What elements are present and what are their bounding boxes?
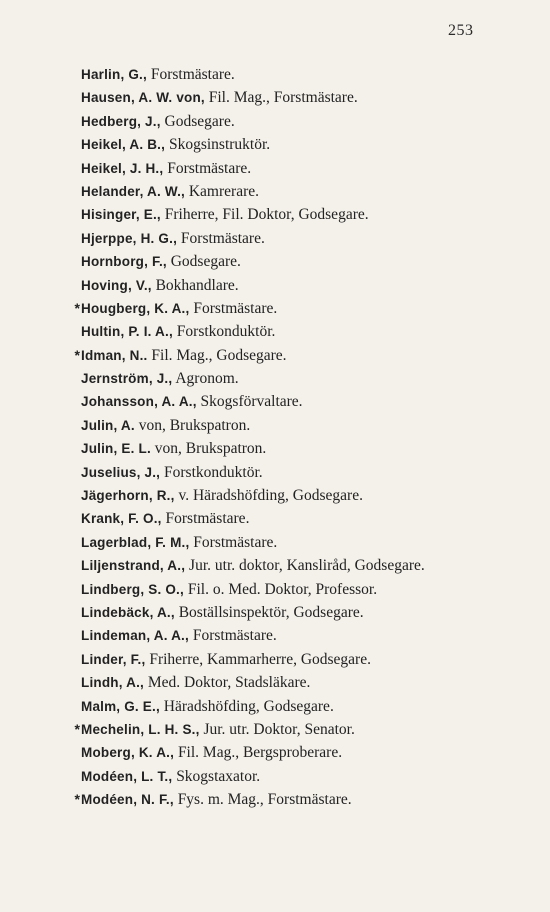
member-title: von, Brukspatron. bbox=[134, 416, 251, 434]
list-item bbox=[0, 414, 550, 437]
list-item bbox=[0, 578, 550, 601]
list-item bbox=[0, 133, 550, 156]
list-item bbox=[0, 344, 550, 367]
member-name: Mechelin, L. H. S., bbox=[81, 721, 200, 737]
list-item bbox=[0, 507, 550, 530]
member-title: Kamrerare. bbox=[184, 182, 259, 200]
list-item bbox=[0, 718, 550, 741]
member-name: Harlin, G., bbox=[81, 67, 147, 82]
list-item bbox=[0, 765, 550, 788]
member-name: Hausen, A. W. von, bbox=[81, 90, 205, 106]
list-item bbox=[0, 180, 550, 203]
member-name: Hoving, V., bbox=[81, 277, 152, 293]
member-title: Forstmästare. bbox=[163, 159, 252, 177]
list-item bbox=[0, 390, 550, 413]
member-title: Boställsinspektör, Godsegare. bbox=[174, 603, 364, 621]
member-name: Heikel, A. B., bbox=[81, 137, 166, 153]
member-title: Fil. o. Med. Doktor, Professor. bbox=[183, 580, 378, 598]
list-item bbox=[0, 531, 550, 554]
list-item bbox=[0, 227, 550, 250]
member-name: Hisinger, E., bbox=[81, 207, 161, 223]
member-title: Forstmästare. bbox=[146, 66, 235, 83]
member-title: von, Brukspatron. bbox=[150, 440, 267, 458]
member-name: Malm, G. E., bbox=[81, 698, 160, 714]
member-title: Häradshöfding, Godsegare. bbox=[159, 697, 334, 715]
list-item bbox=[0, 484, 550, 507]
member-title: Forstkonduktör. bbox=[172, 323, 276, 341]
member-name: Modéen, L. T., bbox=[81, 768, 173, 784]
list-item bbox=[0, 274, 550, 297]
member-title: Fil. Mag., Godsegare. bbox=[147, 346, 287, 364]
member-name: Johansson, A. A., bbox=[81, 394, 197, 410]
member-name: Lagerblad, F. M., bbox=[81, 534, 190, 550]
member-name: Linder, F., bbox=[81, 651, 146, 667]
member-title: Forstmästare. bbox=[188, 627, 277, 645]
member-name: Jägerhorn, R., bbox=[81, 488, 175, 504]
member-name: Juselius, J., bbox=[81, 464, 161, 480]
member-name: Moberg, K. A., bbox=[81, 745, 175, 761]
member-title: Skogstaxator. bbox=[172, 767, 261, 785]
membership-mark: * bbox=[74, 791, 80, 808]
member-name: Modéen, N. F., bbox=[81, 792, 174, 808]
member-title: Skogsförvaltare. bbox=[196, 393, 303, 411]
member-name: Liljenstrand, A., bbox=[81, 558, 186, 574]
list-item bbox=[0, 157, 550, 180]
member-name: Jernström, J., bbox=[81, 371, 173, 387]
member-name: Lindebäck, A., bbox=[81, 604, 175, 620]
list-item bbox=[0, 648, 550, 671]
list-item bbox=[0, 554, 550, 577]
list-item bbox=[0, 788, 550, 811]
member-title: Godsegare. bbox=[166, 253, 241, 271]
member-name: Julin, E. L. bbox=[81, 441, 151, 457]
list-item bbox=[0, 461, 550, 484]
list-item bbox=[0, 320, 550, 343]
member-name: Helander, A. W., bbox=[81, 183, 185, 199]
member-name: Hornborg, F., bbox=[81, 254, 167, 270]
list-item bbox=[0, 741, 550, 764]
member-title: v. Häradshöfding, Godsegare. bbox=[174, 487, 363, 505]
member-title: Fil. Mag., Bergsproberare. bbox=[174, 744, 343, 762]
membership-mark: * bbox=[74, 299, 80, 316]
list-item bbox=[0, 367, 550, 390]
member-name: Hultin, P. I. A., bbox=[81, 324, 173, 340]
member-name: Lindeman, A. A., bbox=[81, 628, 189, 644]
list-item bbox=[0, 110, 550, 133]
page-number: 253 bbox=[448, 22, 474, 39]
list-item bbox=[0, 250, 550, 273]
member-title: Skogsinstruktör. bbox=[165, 136, 271, 154]
list-item bbox=[0, 63, 550, 86]
list-item bbox=[0, 203, 550, 226]
member-title: Forstkonduktör. bbox=[160, 463, 263, 481]
member-title: Forstmästare. bbox=[177, 229, 265, 247]
list-item bbox=[0, 437, 550, 460]
member-name: Krank, F. O., bbox=[81, 511, 162, 527]
member-title: Jur. utr. Doktor, Senator. bbox=[199, 720, 355, 738]
member-name: Hedberg, J., bbox=[81, 113, 161, 129]
member-name: Heikel, J. H., bbox=[81, 160, 164, 176]
member-title: Med. Doktor, Stadsläkare. bbox=[144, 674, 311, 692]
member-name: Idman, N.. bbox=[81, 347, 148, 363]
member-name: Julin, A. bbox=[81, 417, 135, 433]
list-item bbox=[0, 86, 550, 109]
member-title: Jur. utr. doktor, Kansliråd, Godsegare. bbox=[185, 557, 425, 575]
list-item bbox=[0, 624, 550, 647]
member-title: Godsegare. bbox=[160, 112, 235, 130]
member-title: Fil. Mag., Forstmästare. bbox=[204, 89, 358, 107]
list-item bbox=[0, 601, 550, 624]
member-title: Forstmästare. bbox=[189, 299, 278, 317]
list-item bbox=[0, 671, 550, 694]
member-title: Forstmästare. bbox=[189, 533, 278, 551]
member-title: Friherre, Kammarherre, Godsegare. bbox=[145, 650, 371, 668]
list-item bbox=[0, 695, 550, 718]
list-item bbox=[0, 297, 550, 320]
member-name: Hougberg, K. A., bbox=[81, 300, 190, 316]
member-name: Lindh, A., bbox=[81, 675, 144, 691]
membership-mark: * bbox=[74, 346, 80, 363]
member-title: Friherre, Fil. Doktor, Godsegare. bbox=[160, 206, 369, 224]
member-name: Hjerppe, H. G., bbox=[81, 230, 178, 246]
member-title: Forstmästare. bbox=[161, 510, 250, 528]
membership-mark: * bbox=[74, 720, 80, 737]
member-list bbox=[0, 63, 550, 812]
member-name: Lindberg, S. O., bbox=[81, 581, 184, 597]
member-title: Fys. m. Mag., Forstmästare. bbox=[173, 791, 352, 809]
member-title: Bokhandlare. bbox=[151, 276, 239, 294]
member-title: Agronom. bbox=[172, 370, 239, 388]
